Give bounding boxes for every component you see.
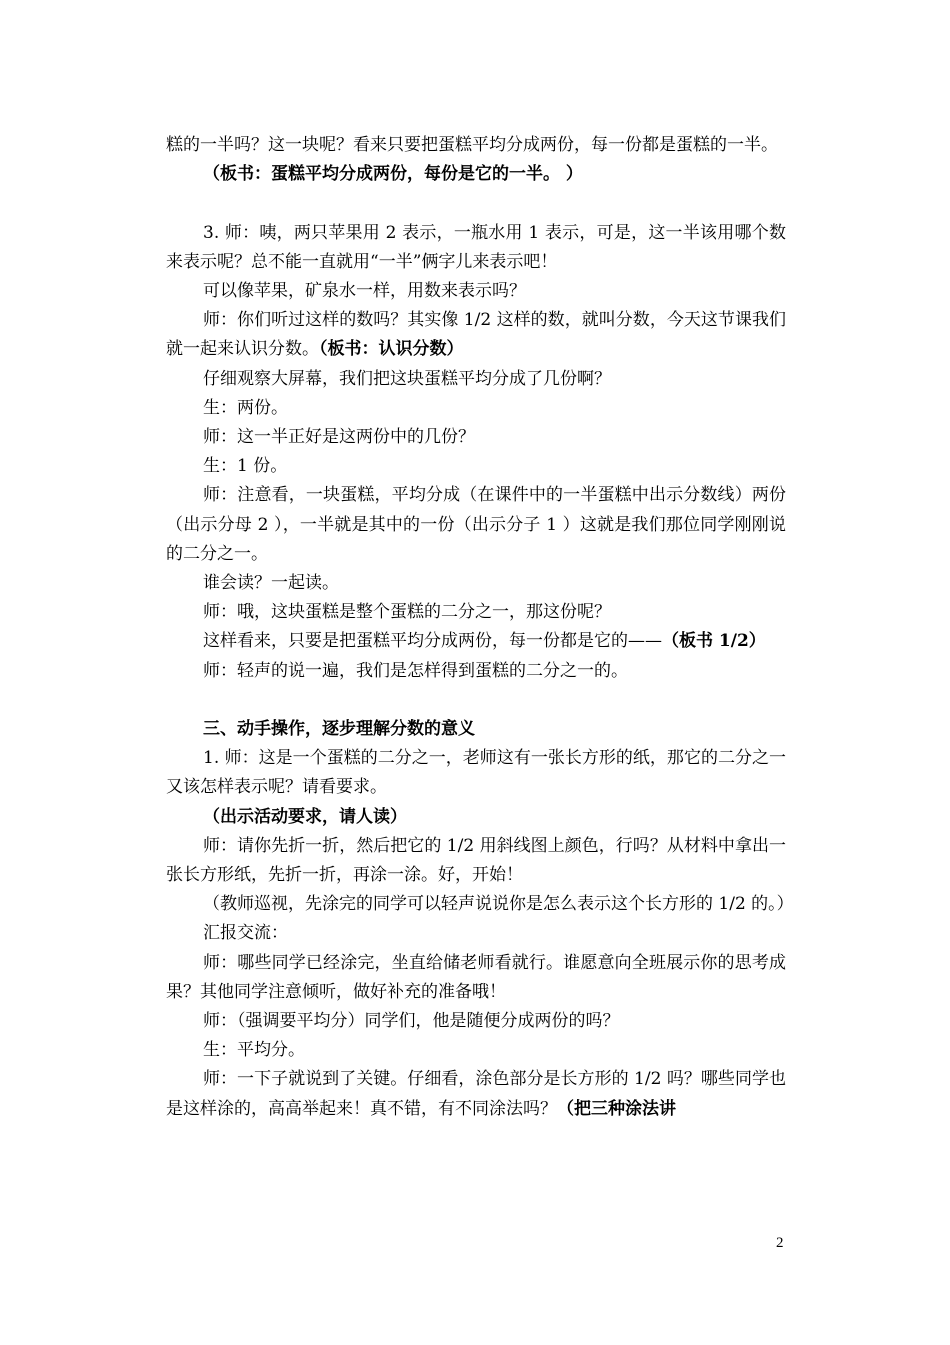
text-run: 汇报交流： <box>203 923 288 944</box>
text-run: 可以像苹果，矿泉水一样，用数来表示吗？ <box>203 281 526 301</box>
text-run: 师：你们听过这样的数吗？其实像 1/2 这样的数，就叫分数，今天这节课我们就一起来认识分数。 <box>166 310 786 360</box>
blank-line <box>166 189 786 218</box>
text-run: （板书：认识分数） <box>319 339 464 360</box>
paragraph-p7 <box>166 394 786 423</box>
paragraph-p14 <box>166 657 786 686</box>
paragraph-p19 <box>166 890 794 919</box>
paragraph-p23 <box>166 1036 786 1065</box>
text-run: （把三种涂法讲 <box>557 1098 676 1119</box>
text-run: 三、动手操作，逐步理解分数的意义 <box>203 719 475 740</box>
paragraph-p10 <box>166 481 786 569</box>
blank-line <box>166 686 786 715</box>
paragraph-p22 <box>166 1007 786 1036</box>
text-run: 生：平均分。 <box>203 1040 305 1061</box>
text-run: （板书：蛋糕平均分成两份，每份是它的一半。 ） <box>203 164 583 185</box>
text-run: 师：轻声的说一遍，我们是怎样得到蛋糕的二分之一的。 <box>203 660 628 681</box>
paragraph-p15 <box>166 715 786 744</box>
text-run: 谁会读？一起读。 <box>203 573 339 594</box>
text-run: 师：（强调要平均分）同学们，他是随便分成两份的吗？ <box>203 1011 620 1032</box>
text-run: 3. 师：咦，两只苹果用 2 表示，一瓶水用 1 表示，可是，这一半该用哪个数来表示呢？总不能一直就用“一半”俩字儿来表示吧！ <box>166 222 786 272</box>
text-run: 师：这一半正好是这两份中的几份？ <box>203 427 475 448</box>
paragraph-p12 <box>166 598 786 627</box>
paragraph-p6 <box>166 365 786 394</box>
text-run: 师：注意看，一块蛋糕，平均分成（在课件中的一半蛋糕中出示分数线）两份（出示分母 2 ），一半就是其中的一份（出示分子 1 ）这就是我们那位同学刚刚说的二分之一。 <box>166 485 786 564</box>
text-run: 1. 师：这是一个蛋糕的二分之一，老师这有一张长方形的纸，那它的二分之一又该怎样表示呢？请看要求。 <box>166 748 786 798</box>
paragraph-p3 <box>166 219 786 277</box>
text-run: 师：哪些同学已经涂完，坐直给储老师看就行。谁愿意向全班展示你的思考成果？其他同学注意倾听，做好补充的准备哦！ <box>166 952 786 1002</box>
paragraph-p17 <box>166 803 786 832</box>
text-run: （板书 1/2） <box>662 631 766 652</box>
paragraph-p21 <box>166 949 786 1007</box>
text-run: 这样看来，只要是把蛋糕平均分成两份，每一份都是它的—— <box>203 631 662 652</box>
document-body <box>166 131 794 1124</box>
text-run: 生：两份。 <box>203 397 288 418</box>
paragraph-p11 <box>166 569 786 598</box>
paragraph-p5 <box>166 306 786 364</box>
text-run: 糕的一半吗？这一块呢？看来只要把蛋糕平均分成两份，每一份都是蛋糕的一半。 <box>166 135 778 155</box>
paragraph-p2 <box>166 160 786 189</box>
paragraph-p16 <box>166 744 786 802</box>
text-run: 师：请你先折一折，然后把它的 1/2 用斜线图上颜色，行吗？从材料中拿出一张长方形纸，先折一折，再涂一涂。好，开始！ <box>166 835 786 886</box>
text-run: 仔细观察大屏幕，我们把这块蛋糕平均分成了几份啊？ <box>203 368 611 389</box>
paragraph-p1 <box>166 131 786 160</box>
paragraph-p4 <box>166 277 786 306</box>
text-run: （教师巡视，先涂完的同学可以轻声说说你是怎么表示这个长方形的 1/2 的。） <box>203 894 794 915</box>
paragraph-p8 <box>166 423 786 452</box>
paragraph-p9 <box>166 452 786 481</box>
text-run: 师：哦，这块蛋糕是整个蛋糕的二分之一，那这份呢？ <box>203 602 611 623</box>
paragraph-p13 <box>166 627 786 656</box>
page-number: 2 <box>776 1235 784 1251</box>
paragraph-p20 <box>166 919 786 948</box>
paragraph-p24 <box>166 1065 786 1123</box>
text-run: 生：1 份。 <box>203 456 288 477</box>
text-run: （出示活动要求，请人读） <box>203 806 407 827</box>
paragraph-p18 <box>166 832 786 890</box>
text-run: 师：一下子就说到了关键。仔细看，涂色部分是长方形的 1/2 吗？哪些同学也是这样涂的，高高举起来！真不错，有不同涂法吗？ <box>166 1069 786 1119</box>
